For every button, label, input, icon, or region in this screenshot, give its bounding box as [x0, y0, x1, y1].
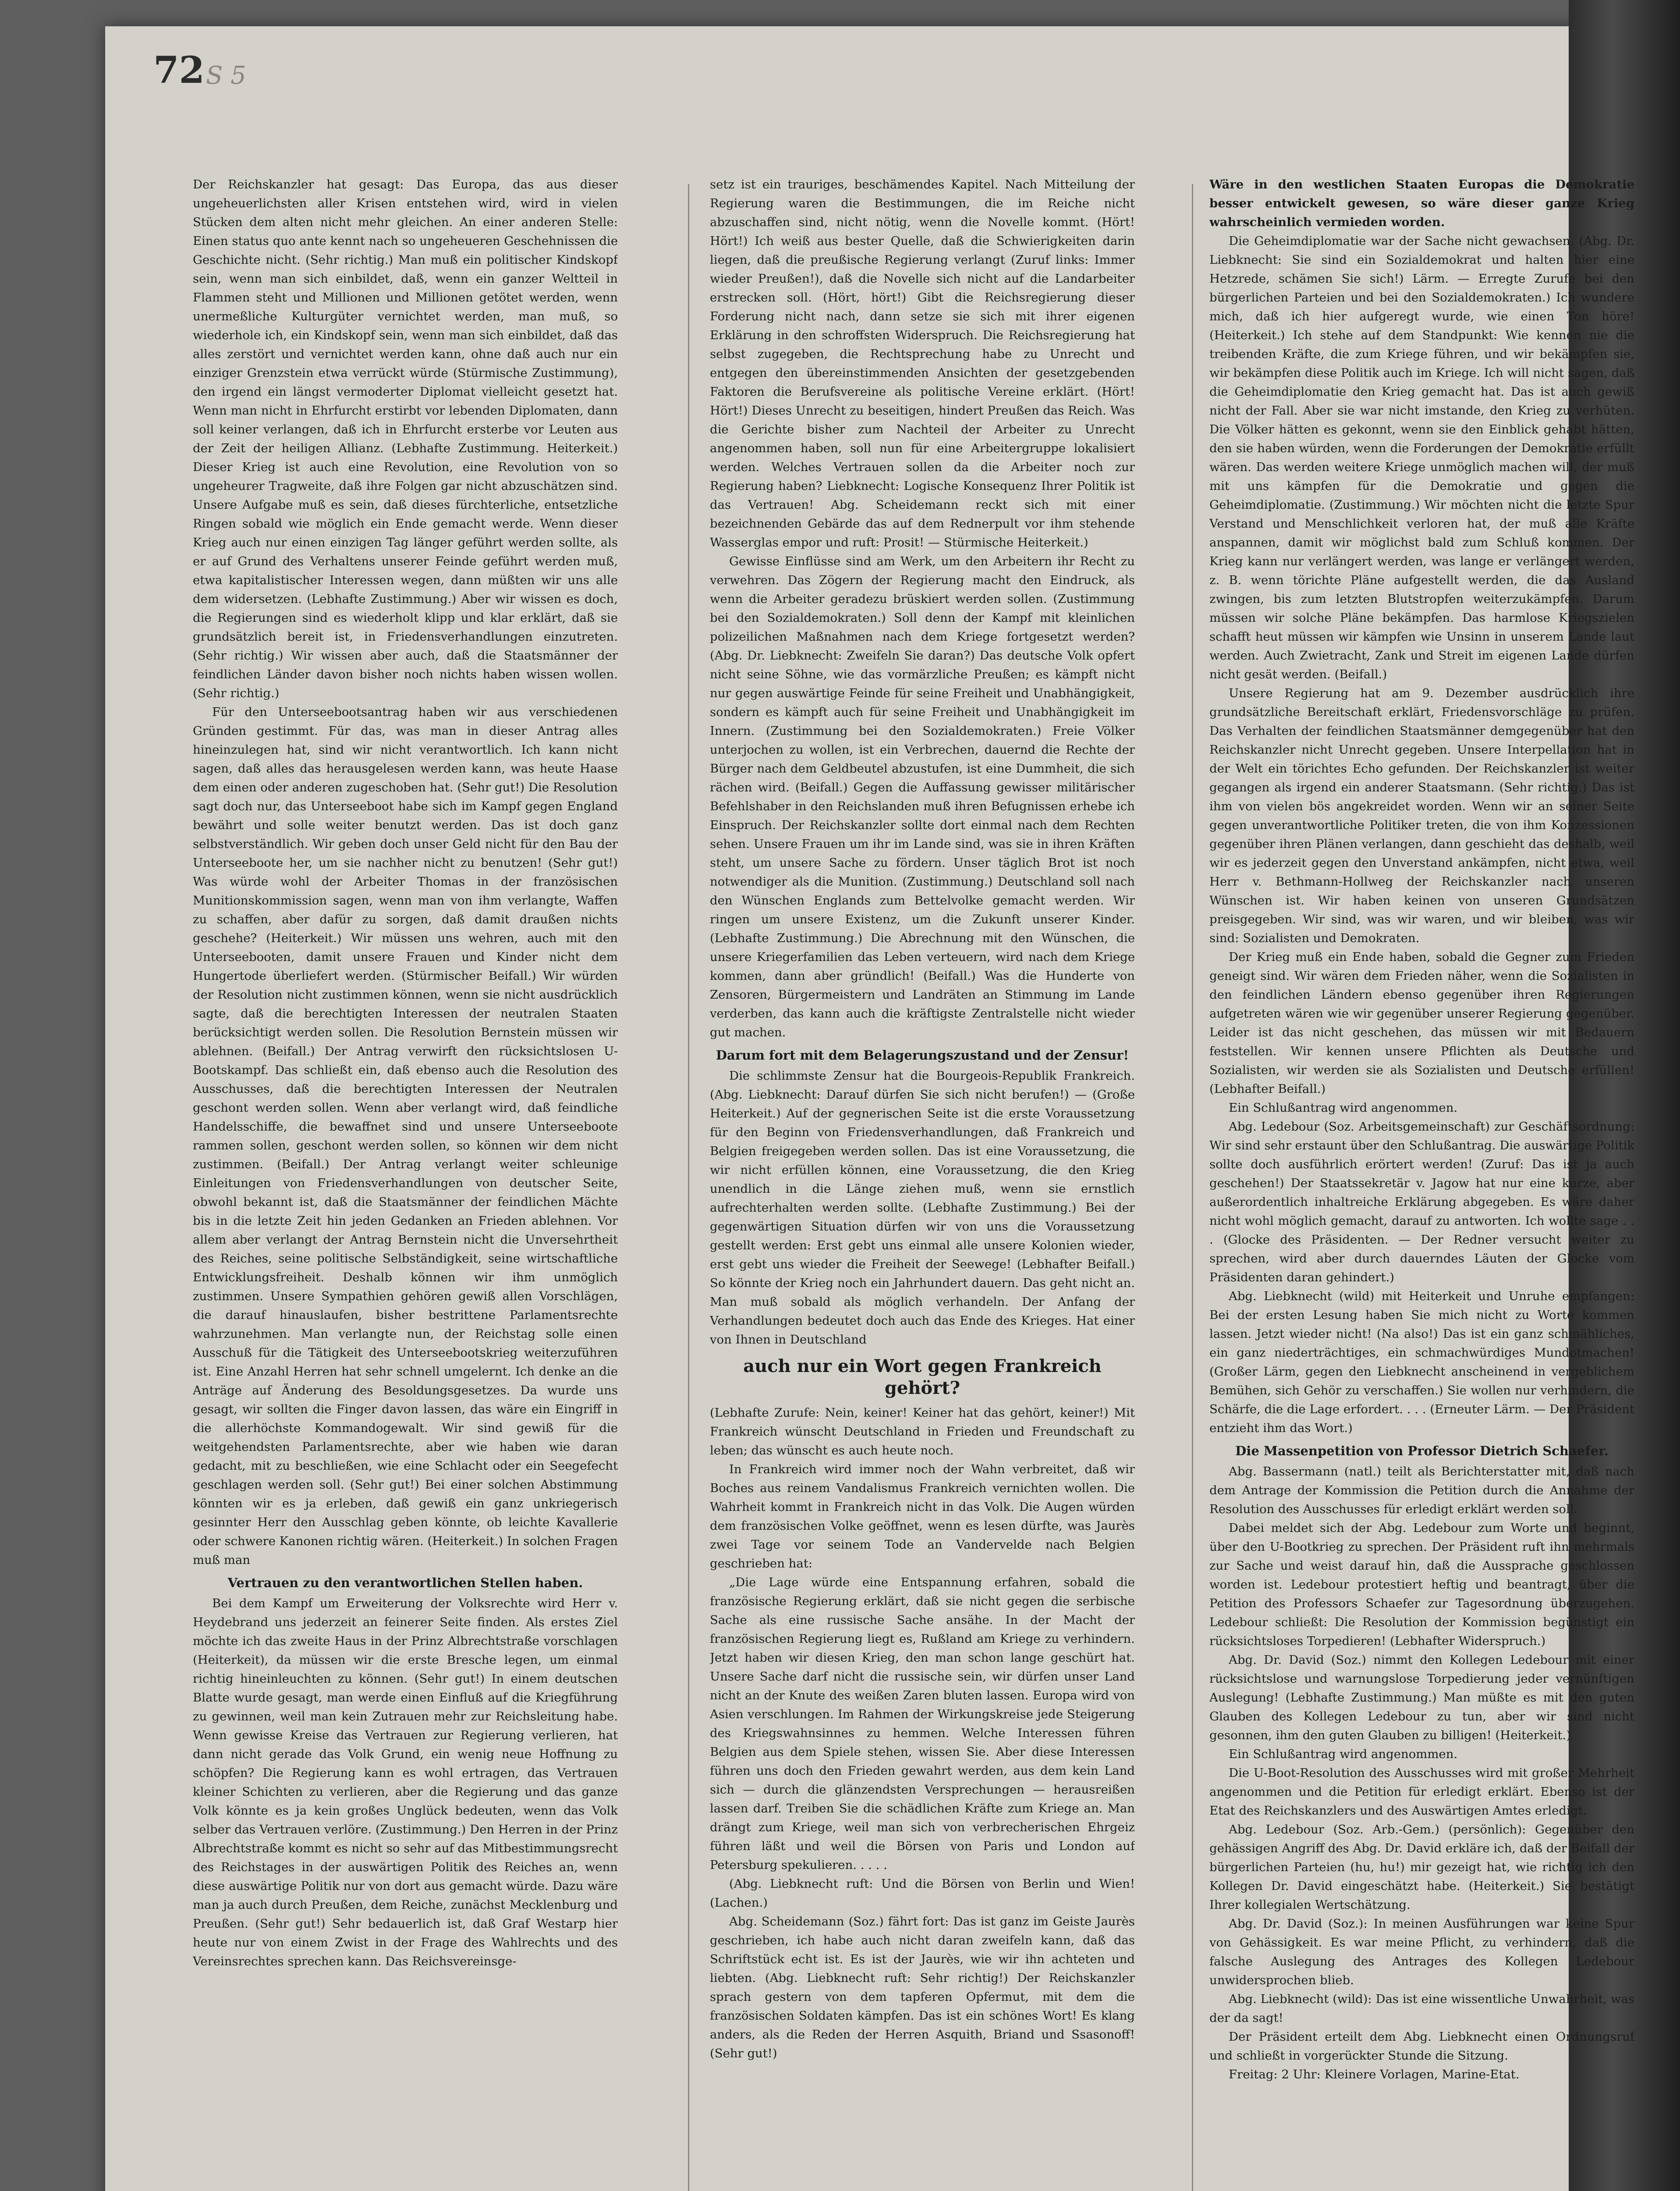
- paragraph: Freitag: 2 Uhr: Kleinere Vorlagen, Marine-Etat.: [1229, 2067, 1520, 2081]
- column-1: [193, 175, 618, 2191]
- paragraph: Die U-Boot-Resolution des Ausschusses wird mit großer Mehrheit angenommen und die Petition für erledigt erklärt. Ebenso ist der Etat des Reichskanzlers und des Auswärtigen Amtes erledigt.: [1209, 1766, 1634, 1818]
- paragraph: Abg. Ledebour (Soz. Arb.-Gem.) (persönlich): Gegenüber den gehässigen Angriff des Abg. Dr. David erkläre ich, daß der Beifall der bürgerlichen Parteien (hu, hu!) mir gezeigt hat, wie richtig ich den Kollegen Dr. David eingeschätzt habe. (Heiterkeit.) Sie bestätigt Ihrer kollegialen Wertschätzung.: [1209, 1822, 1634, 1912]
- paragraph: Abg. Dr. David (Soz.) nimmt den Kollegen Ledebour mit einer rücksichtslose und warnungslose Torpedierung jeder vernünftigen Auslegung! (Lebhafte Zustimmung.) Man müßte es mit den guten Glauben des Kollegen Ledebour zu tun, aber wir sind nicht gesonnen, ihm den guten Glauben zu billigen! (Heiterkeit.): [1209, 1653, 1634, 1742]
- paragraph: Bei dem Kampf um Erweiterung der Volksrechte wird Herr v. Heydebrand uns jederzeit an feinerer Seite finden. Als erstes Ziel möchte ich das zweite Haus in der Prinz Albrechtstraße vorschlagen (Heiterkeit), da müssen wir die erste Bresche legen, um einmal richtig hineinleuchten zu können. (Sehr gut!) In einem deutschen Blatte wurde gesagt, man werde einen Einfluß auf die Kriegführung zu gewinnen, weil man kein Zutrauen mehr zur Reichsleitung habe. Wenn gewisse Kreise das Vertrauen zur Regierung verlieren, hat dann nicht gerade das Volk Grund, ein wenig neue Hoffnung zu schöpfen? Die Regierung kann es wohl ertragen, das Vertrauen kleiner Schichten zu verlieren, aber die Regierung und das ganze Volk könnte es ja kein großes Unglück bedeuten, wenn das Volk selber das Vertrauen verlöre. (Zustimmung.) Den Herren in der Prinz Albrechtstraße kommt es nicht so sehr auf das Mitbestimmungsrecht des Reichstages in der auswärtigen Politik des Reiches an, wenn diese auswärtige Politik nur von dort aus gemacht würde. Dazu wäre man ja auch durch Preußen, dem Reiche, zunächst Mecklenburg und Preußen. (Sehr gut!) Sehr bedauerlich ist, daß Graf Westarp hier heute nur von einem Zwist in der Frage des Wahlrechts und des Vereinsrechtes sprechen kann. Das Reichsvereinsge-: [193, 1596, 618, 1968]
- page-number: 72: [153, 48, 205, 92]
- paragraph: Der Reichskanzler hat gesagt: Das Europa, das aus dieser ungeheuerlichsten aller Krisen entstehen wird, wird in vielen Stücken dem alten nicht mehr gleichen. An einer anderen Stelle: Einen status quo ante kennt nach so ungeheueren Geschehnissen die Geschichte nicht. (Sehr richtig.) Man muß ein politischer Kindskopf sein, wenn man sich einbildet, daß, wenn ein ganzer Weltteil in Flammen steht und Millionen und Millionen getötet werden, wenn unermeßliche Kulturgüter vernichtet werden, man muß, so wiederhole ich, ein Kindskopf sein, wenn man sich einbildet, daß das alles zerstört und vernichtet werden kann, ohne daß auch nur ein einziger Grenzstein etwa verrückt würde (Stürmische Zustimmung), den irgend ein längst vermoderter Diplomat vielleicht gesetzt hat. Wenn man nicht in Ehrfurcht erstirbt vor lebenden Diplomaten, dann soll keiner verlangen, daß ich in Ehrfurcht ersterbe vor Leuten aus der Zeit der heiligen Allianz. (Lebhafte Zustimmung. Heiterkeit.) Dieser Krieg ist auch eine Revolution, eine Revolution von so ungeheurer Tragweite, daß ihre Folgen gar nicht abzuschätzen sind. Unsere Aufgabe muß es sein, daß dieses fürchterliche, entsetzliche Ringen sobald wie möglich ein Ende gemacht werde. Wenn dieser Krieg auch nur einen einzigen Tag länger geführt werden sollte, als er auf Grund des Verhaltens unserer Feinde geführt werden muß, etwa kapitalistischer Interessen wegen, dann müßten wir uns alle dem widersetzen. (Lebhafte Zustimmung.) Aber wir wissen es doch, die Regierungen sind es wiederholt klipp und klar erklärt, daß sie grundsätzlich bereit ist, in Friedensverhandlungen einzutreten. (Sehr richtig.) Wir wissen aber auch, daß die Staatsmänner der feindlichen Länder davon bisher noch nichts haben wissen wollen. (Sehr richtig.): [193, 177, 618, 700]
- quote-paragraph: „Die Lage würde eine Entspannung erfahren, sobald die französische Regierung erklärt, daß sie nicht gegen die serbische Sache als eine russische Sache ansähe. In der Macht der französischen Regierung liegt es, Rußland am Kriege zu verhindern. Jetzt haben wir diesen Krieg, den man schon lange geschürt hat. Unsere Sache darf nicht die russische sein, wir dürfen unser Land nicht an der Knute des weißen Zaren bluten lassen. Europa wird von Asien verschlungen. Im Rahmen der Wirkungskreise jede Steigerung des Kriegswahnsinnes zu hemmen. Welche Interessen führen Belgien aus dem Spiele stehen, wissen Sie. Aber diese Interessen führen uns doch den Frieden gewahrt werden, aus dem kein Land sich — durch die glänzendsten Versprechungen — herausreißen lassen darf. Treiben Sie die schädlichen Kräfte zum Kriege an. Man drängt zum Kriege, weil man sich von verbrecherischen Ehrgeiz führen läßt und weil die Börsen von Paris und London auf Petersburg spekulieren. . . . .: [710, 1575, 1135, 1872]
- paragraph: Die schlimmste Zensur hat die Bourgeois-Republik Frankreich. (Abg. Liebknecht: Darauf dürfen Sie sich nicht berufen!) — (Große Heiterkeit.) Auf der gegnerischen Seite ist die erste Voraussetzung für den Beginn von Friedensverhandlungen, daß Frankreich und Belgien freigegeben werden sollen. Das ist eine Voraussetzung, die wir nicht erfüllen können, eine Voraussetzung, die den Krieg unendlich in die Länge ziehen muß, wenn sie ernstlich aufrechterhalten werden sollte. (Lebhafte Zustimmung.) Bei der gegenwärtigen Situation dürfen wir von uns die Voraussetzung gestellt werden: Erst gebt uns einmal alle unsere Kolonien wieder, erst gebt uns wieder die Freiheit der Seewege! (Lebhafter Beifall.) So könnte der Krieg noch ein Jahrhundert dauern. Das geht nicht an. Man muß sobald als möglich verhandeln. Der Anfang der Verhandlungen bedeutet doch auch das Ende des Krieges. Hat einer von Ihnen in Deutschland: [710, 1069, 1135, 1347]
- paragraph: Dabei meldet sich der Abg. Ledebour zum Worte und beginnt, über den U-Bootkrieg zu sprechen. Der Präsident ruft ihn mehrmals zur Sache und weist darauf hin, daß die Aussprache geschlossen worden ist. Ledebour protestiert heftig und beantragt, über die Petition des Professors Schaefer zur Tagesordnung überzugehen. Ledebour schließt: Die Resolution der Kommission begünstigt ein rücksichtsloses Torpedieren! (Lebhafter Widerspruch.): [1209, 1521, 1634, 1648]
- paragraph: In Frankreich wird immer noch der Wahn verbreitet, daß wir Boches aus reinem Vandalismus Frankreich vernichten wollen. Die Wahrheit kommt in Frankreich nicht in das Volk. Die Augen würden dem französischen Volke geöffnet, wenn es lesen dürfte, was Jaurès zwei Tage vor seinem Tode an Vandervelde nach Belgien geschrieben hat:: [710, 1462, 1135, 1571]
- paragraph: Abg. Ledebour (Soz. Arbeitsgemeinschaft) zur Geschäftsordnung: Wir sind sehr erstaunt über den Schlußantrag. Die auswärtige Politik sollte doch ausführlich erörtert werden! (Zuruf: Das ist ja auch geschehen!) Der Staatssekretär v. Jagow hat nur eine kurze, aber außerordentlich inhaltreiche Erklärung abgegeben. Es wäre daher nicht wohl möglich gemacht, darauf zu antworten. Ich wollte sage . . . (Glocke des Präsidenten. — Der Redner versucht weiter zu sprechen, wird aber durch dauerndes Läuten der Glocke vom Präsidenten daran gehindert.): [1209, 1120, 1634, 1284]
- column-3: [1209, 175, 1634, 2191]
- paragraph: (Lebhafte Zurufe: Nein, keiner! Keiner hat das gehört, keiner!) Mit Frankreich wünscht Deutschland in Frieden und Freundschaft zu leben; das wünscht es auch heute noch.: [710, 1406, 1135, 1457]
- pencil-annotation: S 5: [206, 61, 246, 90]
- column-2: [710, 175, 1135, 2191]
- section-heading: Die Massenpetition von Professor Dietrich Schaefer.: [1235, 1443, 1609, 1458]
- paragraph: (Abg. Liebknecht ruft: Und die Börsen von Berlin und Wien! (Lachen.): [710, 1877, 1135, 1910]
- paragraph: Gewisse Einflüsse sind am Werk, um den Arbeitern ihr Recht zu verwehren. Das Zögern der Regierung macht den Eindruck, als wenn die Arbeiter geradezu brüskiert werden sollen. (Zustimmung bei den Sozialdemokraten.) Soll denn der Kampf mit kleinlichen polizeilichen Maßnahmen nach dem Kriege fortgesetzt werden? (Abg. Dr. Liebknecht: Zweifeln Sie daran?) Das deutsche Volk opfert nicht seine Söhne, wie das vormärzliche Preußen; es kämpft nicht nur gegen auswärtige Feinde für seine Freiheit und Unabhängigkeit, sondern es kämpft auch für seine Freiheit und Unabhängigkeit im Innern. (Zustimmung bei den Sozialdemokraten.) Freie Völker unterjochen zu wollen, ist ein Verbrechen, dauernd die Rechte der Bürger nach dem Geldbeutel abzustufen, ist eine Dummheit, die sich rächen wird. (Beifall.) Gegen die Auffassung gewisser militärischer Befehlshaber in den Reichslanden muß ihren Befugnissen erhebe ich Einspruch. Der Reichskanzler sollte dort einmal nach dem Rechten sehen. Unsere Frauen um ihr im Lande sind, was sie in ihren Kräften steht, um unsere Sache zu fördern. Unser täglich Brot ist noch notwendiger als die Munition. (Zustimmung.) Deutschland soll nach den Wünschen Englands zum Bettelvolke gemacht werden. Wir ringen um unsere Existenz, um die Zukunft unserer Kinder. (Lebhafte Zustimmung.) Die Abrechnung mit den Wünschen, die unsere Kriegerfamilien das Leben verteuern, wird nach dem Kriege kommen, dann aber gründlich! (Beifall.) Was die Hunderte von Zensoren, Bürgermeistern und Landräten an Stimmung im Lande verderben, das kann auch die kräftigste Zentralstelle nicht wieder gut machen.: [710, 554, 1135, 1039]
- section-headline: auch nur ein Wort gegen Frankreich gehört?: [743, 1356, 1102, 1398]
- section-heading: Darum fort mit dem Belagerungszustand und der Zensur!: [716, 1048, 1129, 1063]
- paragraph: setz ist ein trauriges, beschämendes Kapitel. Nach Mitteilung der Regierung waren die Bestimmungen, die im Reiche nicht abzuschaffen sind, nicht nötig, wenn die Novelle kommt. (Hört! Hört!) Ich weiß aus bester Quelle, daß die Schwierigkeiten darin liegen, daß die preußische Regierung verlangt (Zuruf links: Immer wieder Preußen!), daß die Novelle sich nicht auf die Landarbeiter erstrecken soll. (Hört, hört!) Gibt die Reichsregierung dieser Forderung nicht nach, dann setze sie sich mit ihrer eigenen Erklärung in den schroffsten Widerspruch. Die Reichsregierung hat selbst zugegeben, die Rechtsprechung habe zu Unrecht und entgegen den übereinstimmenden Ansichten der gesetzgebenden Faktoren die Berufsvereine als politische Vereine erklärt. (Hört! Hört!) Dieses Unrecht zu beseitigen, hindert Preußen das Reich. Was die Gerichte bisher zum Nachteil der Arbeiter zu Unrecht angenommen haben, soll nun für eine Arbeitergruppe lokalisiert werden. Welches Vertrauen sollen da die Arbeiter noch zur Regierung haben? Liebknecht: Logische Konsequenz Ihrer Politik ist das Vertrauen! Abg. Scheidemann reckt sich mit einer bezeichnenden Gebärde das auf dem Rednerpult vor ihm stehende Wasserglas empor und ruft: Prosit! — Stürmische Heiterkeit.): [710, 177, 1135, 550]
- paragraph: Ein Schlußantrag wird angenommen.: [1229, 1101, 1458, 1115]
- paragraph: Ein Schlußantrag wird angenommen.: [1229, 1747, 1458, 1761]
- column-rule-2: [1192, 184, 1193, 2191]
- paragraph: Unsere Regierung hat am 9. Dezember ausdrücklich ihre grundsätzliche Bereitschaft erklärt, Friedensvorschläge zu prüfen. Das Verhalten der feindlichen Staatsmänner demgegenüber hat den Reichskanzler nicht Unrecht gegeben. Unsere Interpellation hat in der Welt ein törichtes Echo gefunden. Der Reichskanzler ist weiter gegangen als irgend ein anderer Staatsmann. (Sehr richtig.) Das ist ihm von vielen bös angekreidet worden. Wenn wir an seiner Seite gegen unverantwortliche Politiker treten, die von ihm Konzessionen gegenüber ihren Plänen verlangen, dann geschieht das deshalb, weil wir es jederzeit gegen den Unverstand ankämpfen, nicht etwa, weil Herr v. Bethmann-Hollweg der Reichskanzler nach unseren Wünschen ist. Wir haben keinen von unseren Grundsätzen preisgegeben. Wir sind, was wir waren, und wir bleiben, was wir sind: Sozialisten und Demokraten.: [1209, 686, 1634, 945]
- paragraph: Wäre in den westlichen Staaten Europas die Demokratie besser entwickelt gewesen, so wäre dieser ganze Krieg wahrscheinlich vermieden worden.: [1209, 177, 1634, 229]
- section-heading: Vertrauen zu den verantwortlichen Stellen haben.: [227, 1575, 583, 1590]
- paragraph: Abg. Liebknecht (wild) mit Heiterkeit und Unruhe empfangen: Bei der ersten Lesung haben Sie mich nicht zu Worte kommen lassen. Jetzt wieder nicht! (Na also!) Das ist ein ganz schmähliches, ein ganz niederträchtiges, ein schmachwürdiges Mundotmachen! (Großer Lärm, gegen den Liebknecht anscheinend in vergeblichem Bemühen, sich Gehör zu verschaffen.) Sie wollen nur verhindern, die Schärfe, die die Lage erfordert. . . . (Erneuter Lärm. — Der Präsident entzieht ihm das Wort.): [1209, 1289, 1634, 1435]
- paragraph: Die Geheimdiplomatie war der Sache nicht gewachsen. (Abg. Dr. Liebknecht: Sie sind ein Sozialdemokrat und halten hier eine Hetzrede, schämen Sie sich!) Lärm. — Erregte Zurufe bei den bürgerlichen Parteien und bei den Sozialdemokraten.) Ich wundere mich, daß ich hier aufgeregt wurde, wie einen Ton höre! (Heiterkeit.) Ich stehe auf dem Standpunkt: Wie kennen nie die treibenden Kräfte, die zum Kriege führen, und wir bekämpfen sie, wir bekämpfen diese Politik auch im Kriege. Ich will nicht sagen, daß die Geheimdiplomatie den Krieg gemacht hat. Das ist auch gewiß nicht der Fall. Aber sie war nicht imstande, den Krieg zu verhüten. Die Völker hätten es gekonnt, wenn sie den Einblick gehabt hätten, den sie haben würden, wenn die Forderungen der Demokratie erfüllt wären. Das werden weitere Kriege unmöglich machen will, der muß mit uns kämpfen für die Demokratie und gegen die Geheimdiplomatie. (Zustimmung.) Wir möchten nicht die letzte Spur Verstand und Menschlichkeit verloren hat, der muß alle Kräfte anspannen, damit wir möglichst bald zum Schluß kommen. Der Krieg kann nur verlängert werden, was lange er verlängert werden, z. B. wenn törichte Pläne aufgestellt werden, die das Ausland zwingen, bis zum letzten Blutstropfen weiterzukämpfen. Darum müssen wir solche Pläne bekämpfen. Das harmlose Kriegszielen schafft heut müssen wir kämpfen wie Unsinn in unserem Lande laut werden. Auch Zwietracht, Zank und Streit im eigenen Lande dürfen nicht gesät werden. (Beifall.): [1209, 234, 1634, 681]
- paragraph: Abg. Bassermann (natl.) teilt als Berichterstatter mit, daß nach dem Antrage der Kommission die Petition durch die Annahme der Resolution des Ausschusses für erledigt erklärt werden soll.: [1209, 1464, 1634, 1516]
- paragraph: Abg. Liebknecht (wild): Das ist eine wissentliche Unwahrheit, was der da sagt!: [1209, 1992, 1634, 2025]
- paragraph: Abg. Dr. David (Soz.): In meinen Ausführungen war keine Spur von Gehässigkeit. Es war meine Pflicht, zu verhindern, daß die falsche Auslegung des Antrages des Kollegen Ledebour unwidersprochen blieb.: [1209, 1917, 1634, 1987]
- paragraph: Für den Unterseebootsantrag haben wir aus verschiedenen Gründen gestimmt. Für das, was man in dieser Antrag alles hineinzulegen hat, sind wir nicht verantwortlich. Ich kann nicht sagen, daß alles das herausgelesen werden kann, was heute Haase dem einen oder anderen zugeschoben hat. (Sehr gut!) Die Resolution sagt doch nur, das Unterseeboot habe sich im Kampf gegen England bewährt und solle weiter benutzt werden. Das ist doch ganz selbstverständlich. Wir geben doch unser Geld nicht für den Bau der Unterseeboote her, um sie nachher nicht zu benutzen! (Sehr gut!) Was würde wohl der Arbeiter Thomas in der französischen Munitionskommission sagen, wenn man von ihm verlangte, Waffen zu schaffen, aber dafür zu sorgen, daß damit draußen nichts geschehe? (Heiterkeit.) Wir müssen uns wehren, auch mit den Unterseebooten, damit unsere Frauen und Kinder nicht dem Hungertode überliefert werden. (Stürmischer Beifall.) Wir würden der Resolution nicht zustimmen können, wenn sie nicht ausdrücklich sagte, daß die berechtigten Interessen der neutralen Staaten berücksichtigt werden sollen. Die Resolution Bernstein müssen wir ablehnen. (Beifall.) Der Antrag verwirft den rücksichtslosen U-Bootskampf. Das schließt ein, daß ebenso auch die Resolution des Ausschusses, daß die berechtigten Interessen der Neutralen geschont werden sollen. Wenn aber verlangt wird, daß feindliche Handelsschiffe, die bewaffnet sind und unsere Unterseeboote rammen sollen, geschont werden sollen, so können wir dem nicht zustimmen. (Beifall.) Der Antrag verlangt weiter schleunige Einleitungen von Friedensverhandlungen von deutscher Seite, obwohl bekannt ist, daß die Staatsmänner der feindlichen Mächte bis in die letzte Zeit hin jeden Gedanken an Frieden ablehnen. Vor allem aber verlangt der Antrag Bernstein nicht die Unversehrtheit des Reiches, seine politische Selbständigkeit, seine wirtschaftliche Entwicklungsfreiheit. Deshalb können wir ihm unmöglich zustimmen. Unsere Sympathien gehören gewiß allen Vorschlägen, die darauf hinauslaufen, bisher bestrittene Parlamentsrechte wahrzunehmen. Man verlangte nun, der Reichstag solle einen Ausschuß für die Tätigkeit des Unterseebootskrieg weiterzuführen ist. Eine Anzahl Herren hat sehr schnell umgelernt. Ich denke an die Anträge auf Änderung des Besoldungsgesetzes. Da wurde uns gesagt, wir sollten die Finger davon lassen, das wäre ein Eingriff in die allerhöchste Kommandogewalt. Wir sind gewiß für die weitgehendsten Parlamentsrechte, aber wie haben wie daran gedacht, mit zu beschließen, wie eine Schlacht oder ein Seegefecht geschlagen werden soll. (Sehr gut!) Bei einer solchen Abstimmung könnten wir es ja erleben, daß gewiß ein ganz unkriegerisch gesinnter Herr den Ausschlag geben könnte, ob leichte Kavallerie oder schwere Kanonen richtig wären. (Heiterkeit.) In solchen Fragen muß man: [193, 705, 618, 1567]
- paragraph: Der Krieg muß ein Ende haben, sobald die Gegner zum Frieden geneigt sind. Wir wären dem Frieden näher, wenn die Sozialisten in den feindlichen Ländern ebenso gegenüber ihren Regierungen aufgetreten wären wie wir gegenüber unserer Regierung gegenüber. Leider ist das nicht geschehen, das müssen wir mit Bedauern feststellen. Wir kennen unsere Pflichten als Deutsche und Sozialisten, wir werden sie als Sozialisten und Deutsche erfüllen! (Lebhafter Beifall.): [1209, 950, 1634, 1096]
- column-rule-1: [688, 184, 689, 2191]
- paragraph: Der Präsident erteilt dem Abg. Liebknecht einen Ordnungsruf und schließt in vorgerückter Stunde die Sitzung.: [1209, 2030, 1634, 2063]
- paragraph: Abg. Scheidemann (Soz.) fährt fort: Das ist ganz im Geiste Jaurès geschrieben, ich habe auch nicht daran zweifeln kann, daß das Schriftstück echt ist. Es ist der Jaurès, wie wir ihn achteten und liebten. (Abg. Liebknecht ruft: Sehr richtig!) Der Reichskanzler sprach gestern von dem tapferen Opfermut, mit dem die französischen Soldaten kämpfen. Das ist ein schönes Wort! Es klang anders, als die Reden der Herren Asquith, Briand und Ssasonoff! (Sehr gut!): [710, 1914, 1135, 2060]
